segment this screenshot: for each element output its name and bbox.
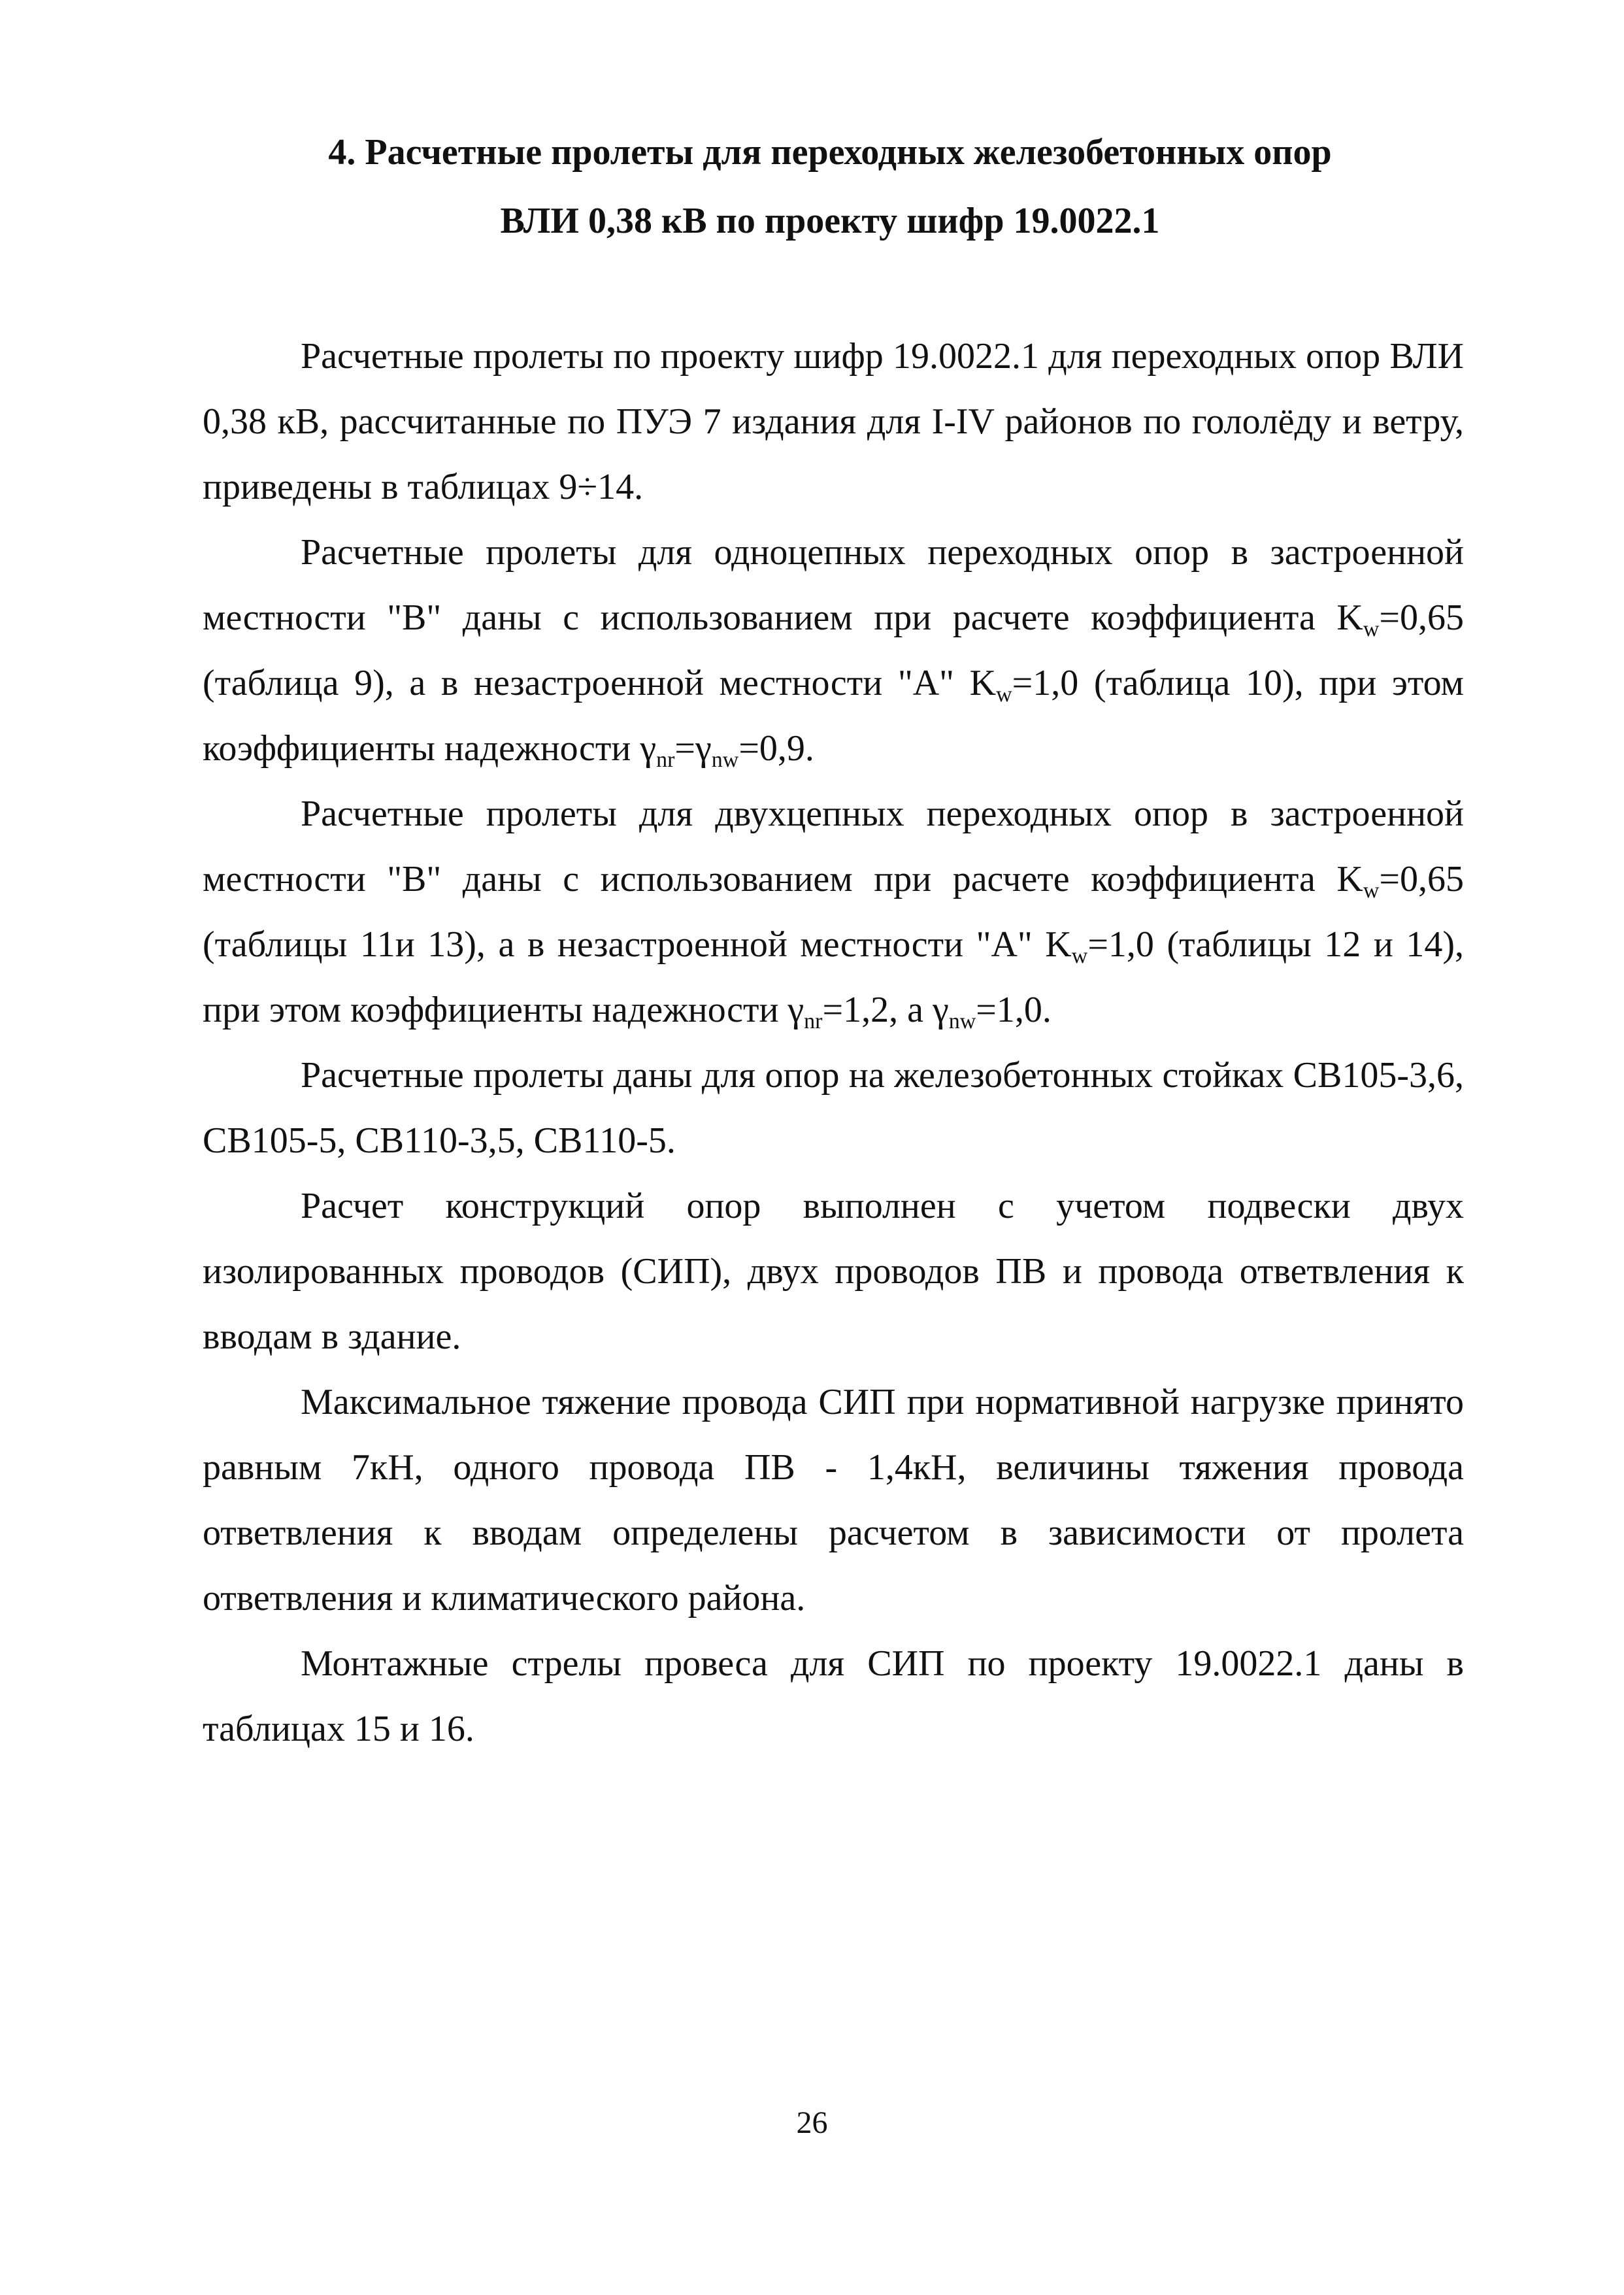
page-number: 26 — [796, 2105, 828, 2140]
paragraph-3-text-b: =0,65 (таблицы 11и 13), а в незастроенной местности "А" K — [203, 859, 1464, 965]
paragraph-2 — [203, 520, 1464, 781]
paragraph-3-text-d: =1,2, а γ — [822, 990, 949, 1030]
subscript-nr: nr — [804, 1009, 823, 1033]
section-heading-line-2: ВЛИ 0,38 кВ по проекту шифр 19.0022.1 — [500, 201, 1160, 241]
paragraph-3-text-a: Расчетные пролеты для двухцепных переходных опор в застроенной местности "В" даны с использованием при расчете коэффициента K — [203, 794, 1464, 899]
paragraph-2-text-a: Расчетные пролеты для одноцепных переходных опор в застроенной местности "В" даны с использованием при расчете коэффициента K — [203, 532, 1464, 638]
subscript-w: w — [1363, 879, 1380, 903]
section-heading-line-1: 4. Расчетные пролеты для переходных железобетонных опор — [328, 132, 1332, 173]
body-text — [203, 324, 1464, 1762]
paragraph-2-text-e: =0,9. — [738, 728, 814, 769]
paragraph-3-text-e: =1,0. — [976, 990, 1052, 1030]
paragraph-3 — [203, 781, 1464, 1043]
subscript-nw: nw — [711, 748, 739, 772]
subscript-w: w — [996, 682, 1012, 707]
subscript-w: w — [1071, 944, 1088, 968]
subscript-nw: nw — [948, 1009, 976, 1033]
paragraph-1: Расчетные пролеты по проекту шифр 19.0022.1 для переходных опор ВЛИ 0,38 кВ, рассчитанные по ПУЭ 7 издания для I-IV районов по гололёду и ветру, приведены в таблицах 9÷14. — [203, 336, 1464, 507]
paragraph-2-text-b: =0,65 (таблица 9), а в незастроенной местности "А" K — [203, 597, 1464, 703]
paragraph-5: Расчет конструкций опор выполнен с учетом подвески двух изолированных проводов (СИП), двух проводов ПВ и провода ответвления к вводам в здание. — [203, 1186, 1464, 1357]
subscript-nr: nr — [656, 748, 675, 772]
paragraph-2-text-c: =1,0 (таблица 10), при этом коэффициенты надежности γ — [203, 663, 1464, 769]
paragraph-6: Максимальное тяжение провода СИП при нормативной нагрузке принято равным 7кН, одного провода ПВ - 1,4кН, величины тяжения провода ответвления к вводам определены расчетом в зависимости от пролета ответвления и климатического района. — [203, 1382, 1464, 1618]
paragraph-3-text-c: =1,0 (таблицы 12 и 14), при этом коэффициенты надежности γ — [203, 924, 1464, 1030]
paragraph-4: Расчетные пролеты даны для опор на железобетонных стойках СВ105-3,6, СВ105-5, СВ110-3,5, СВ110-5. — [203, 1055, 1464, 1161]
subscript-w: w — [1363, 617, 1380, 641]
paragraph-2-text-d: =γ — [674, 728, 712, 769]
paragraph-7: Монтажные стрелы провеса для СИП по проекту 19.0022.1 даны в таблицах 15 и 16. — [203, 1643, 1464, 1749]
